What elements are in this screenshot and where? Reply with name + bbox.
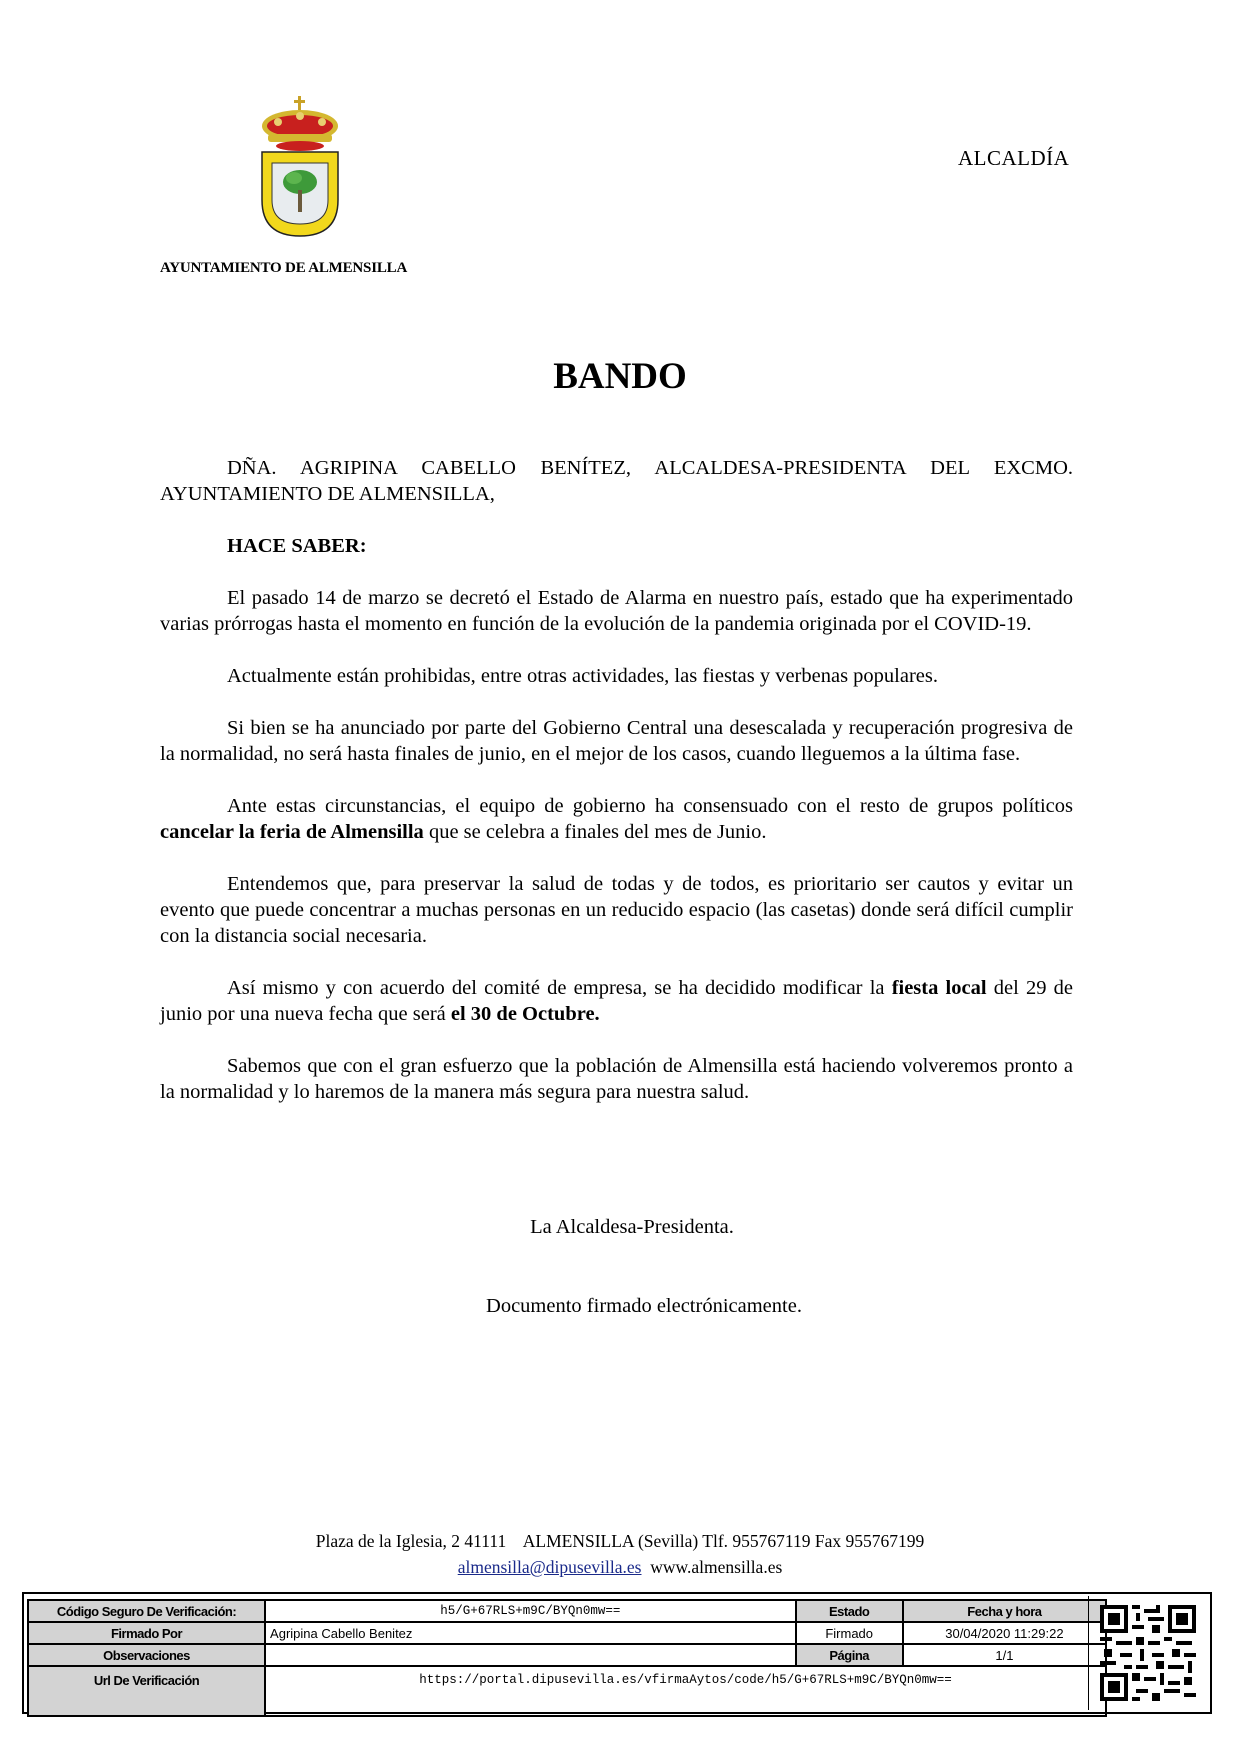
pagina-label: Página (796, 1644, 903, 1666)
csv-value: h5/G+67RLS+m9C/BYQn0mw== (265, 1600, 796, 1622)
url-value[interactable]: https://portal.dipusevilla.es/vfirmaAytos/code/h5/G+67RLS+m9C/BYQn0mw== (265, 1666, 1106, 1716)
contact-line (0, 1554, 1240, 1580)
address-footer (0, 1528, 1240, 1580)
csv-label: Código Seguro De Verificación: (28, 1600, 265, 1622)
paragraph-3: Si bien se ha anunciado por parte del Gobierno Central una desescalada y recuperación progresiva de la normalidad, no será hasta finales de junio, en el mejor de los casos, cuando lleguemos a la última fase. (160, 717, 1073, 765)
paragraph-4 (160, 793, 1073, 845)
estado-value: Firmado (796, 1622, 903, 1644)
firmado-por-label: Firmado Por (28, 1622, 265, 1644)
estado-label: Estado (796, 1600, 903, 1622)
table-row (28, 1600, 1106, 1622)
paragraph-1: El pasado 14 de marzo se decretó el Estado de Alarma en nuestro país, estado que ha experimentado varias prórrogas hasta el momento en función de la evolución de la pandemia originada por el COVID-19. (160, 587, 1073, 635)
email-link[interactable]: almensilla@dipusevilla.es (457, 1557, 642, 1577)
table-row (28, 1622, 1106, 1644)
signer-title: La Alcaldesa-Presidenta. (530, 1216, 734, 1238)
paragraph-7: Sabemos que con el gran esfuerzo que la población de Almensilla está haciendo volveremos pronto a la normalidad y lo haremos de la manera más segura para nuestra salud. (160, 1055, 1073, 1103)
firmado-por-value: Agripina Cabello Benitez (265, 1622, 796, 1644)
website-text: www.almensilla.es (650, 1557, 783, 1577)
paragraph-6-bold-2: el 30 de Octubre. (450, 1003, 600, 1025)
pagina-value: 1/1 (903, 1644, 1106, 1666)
table-row (28, 1644, 1106, 1666)
paragraph-4-text-c: que se celebra a finales del mes de Junio. (423, 821, 767, 843)
address-line: Plaza de la Iglesia, 2 41111 ALMENSILLA (Sevilla) Tlf. 955767119 Fax 955767199 (315, 1531, 925, 1551)
paragraph-4-text-a: Ante estas circunstancias, el equipo de gobierno ha consensuado con el resto de grupos políticos (227, 795, 1073, 817)
verification-table (27, 1599, 1107, 1717)
paragraph-6-text-c: del 29 de junio por una nueva fecha que será (160, 977, 1073, 1025)
document-title: BANDO (553, 356, 687, 397)
qr-code[interactable] (1088, 1596, 1207, 1710)
paragraph-6 (160, 975, 1073, 1027)
paragraph-6-bold-1: fiesta local (891, 977, 987, 999)
department-label: ALCALDÍA (958, 146, 1070, 170)
document-body (160, 455, 1073, 1131)
fecha-label: Fecha y hora (903, 1600, 1106, 1622)
coat-of-arms-logo (258, 96, 342, 238)
paragraph-4-bold: cancelar la feria de Almensilla (160, 821, 424, 843)
observaciones-label: Observaciones (28, 1644, 265, 1666)
intro-paragraph: DÑA. AGRIPINA CABELLO BENÍTEZ, ALCALDESA-PRESIDENTA DEL EXCMO. AYUNTAMIENTO DE ALMENSILLA, (160, 457, 1073, 505)
url-label: Url De Verificación (28, 1666, 265, 1716)
electronic-signature-note: Documento firmado electrónicamente. (486, 1295, 802, 1317)
coat-of-arms-icon (258, 96, 342, 238)
paragraph-2: Actualmente están prohibidas, entre otras actividades, las fiestas y verbenas populares. (227, 665, 938, 687)
paragraph-5: Entendemos que, para preservar la salud de todas y de todos, es prioritario ser cautos y evitar un evento que puede concentrar a muchas personas en un reducido espacio (las casetas) donde será difícil cumplir con la distancia social necesaria. (160, 873, 1073, 947)
qr-code-icon (1100, 1605, 1196, 1701)
paragraph-6-text-a: Así mismo y con acuerdo del comité de empresa, se ha decidido modificar la (227, 977, 892, 999)
organization-name: AYUNTAMIENTO DE ALMENSILLA (160, 260, 408, 276)
fecha-value: 30/04/2020 11:29:22 (903, 1622, 1106, 1644)
verification-box (22, 1592, 1212, 1714)
observaciones-value (265, 1644, 796, 1666)
table-row (28, 1666, 1106, 1716)
hace-saber-heading: HACE SABER: (227, 535, 367, 557)
